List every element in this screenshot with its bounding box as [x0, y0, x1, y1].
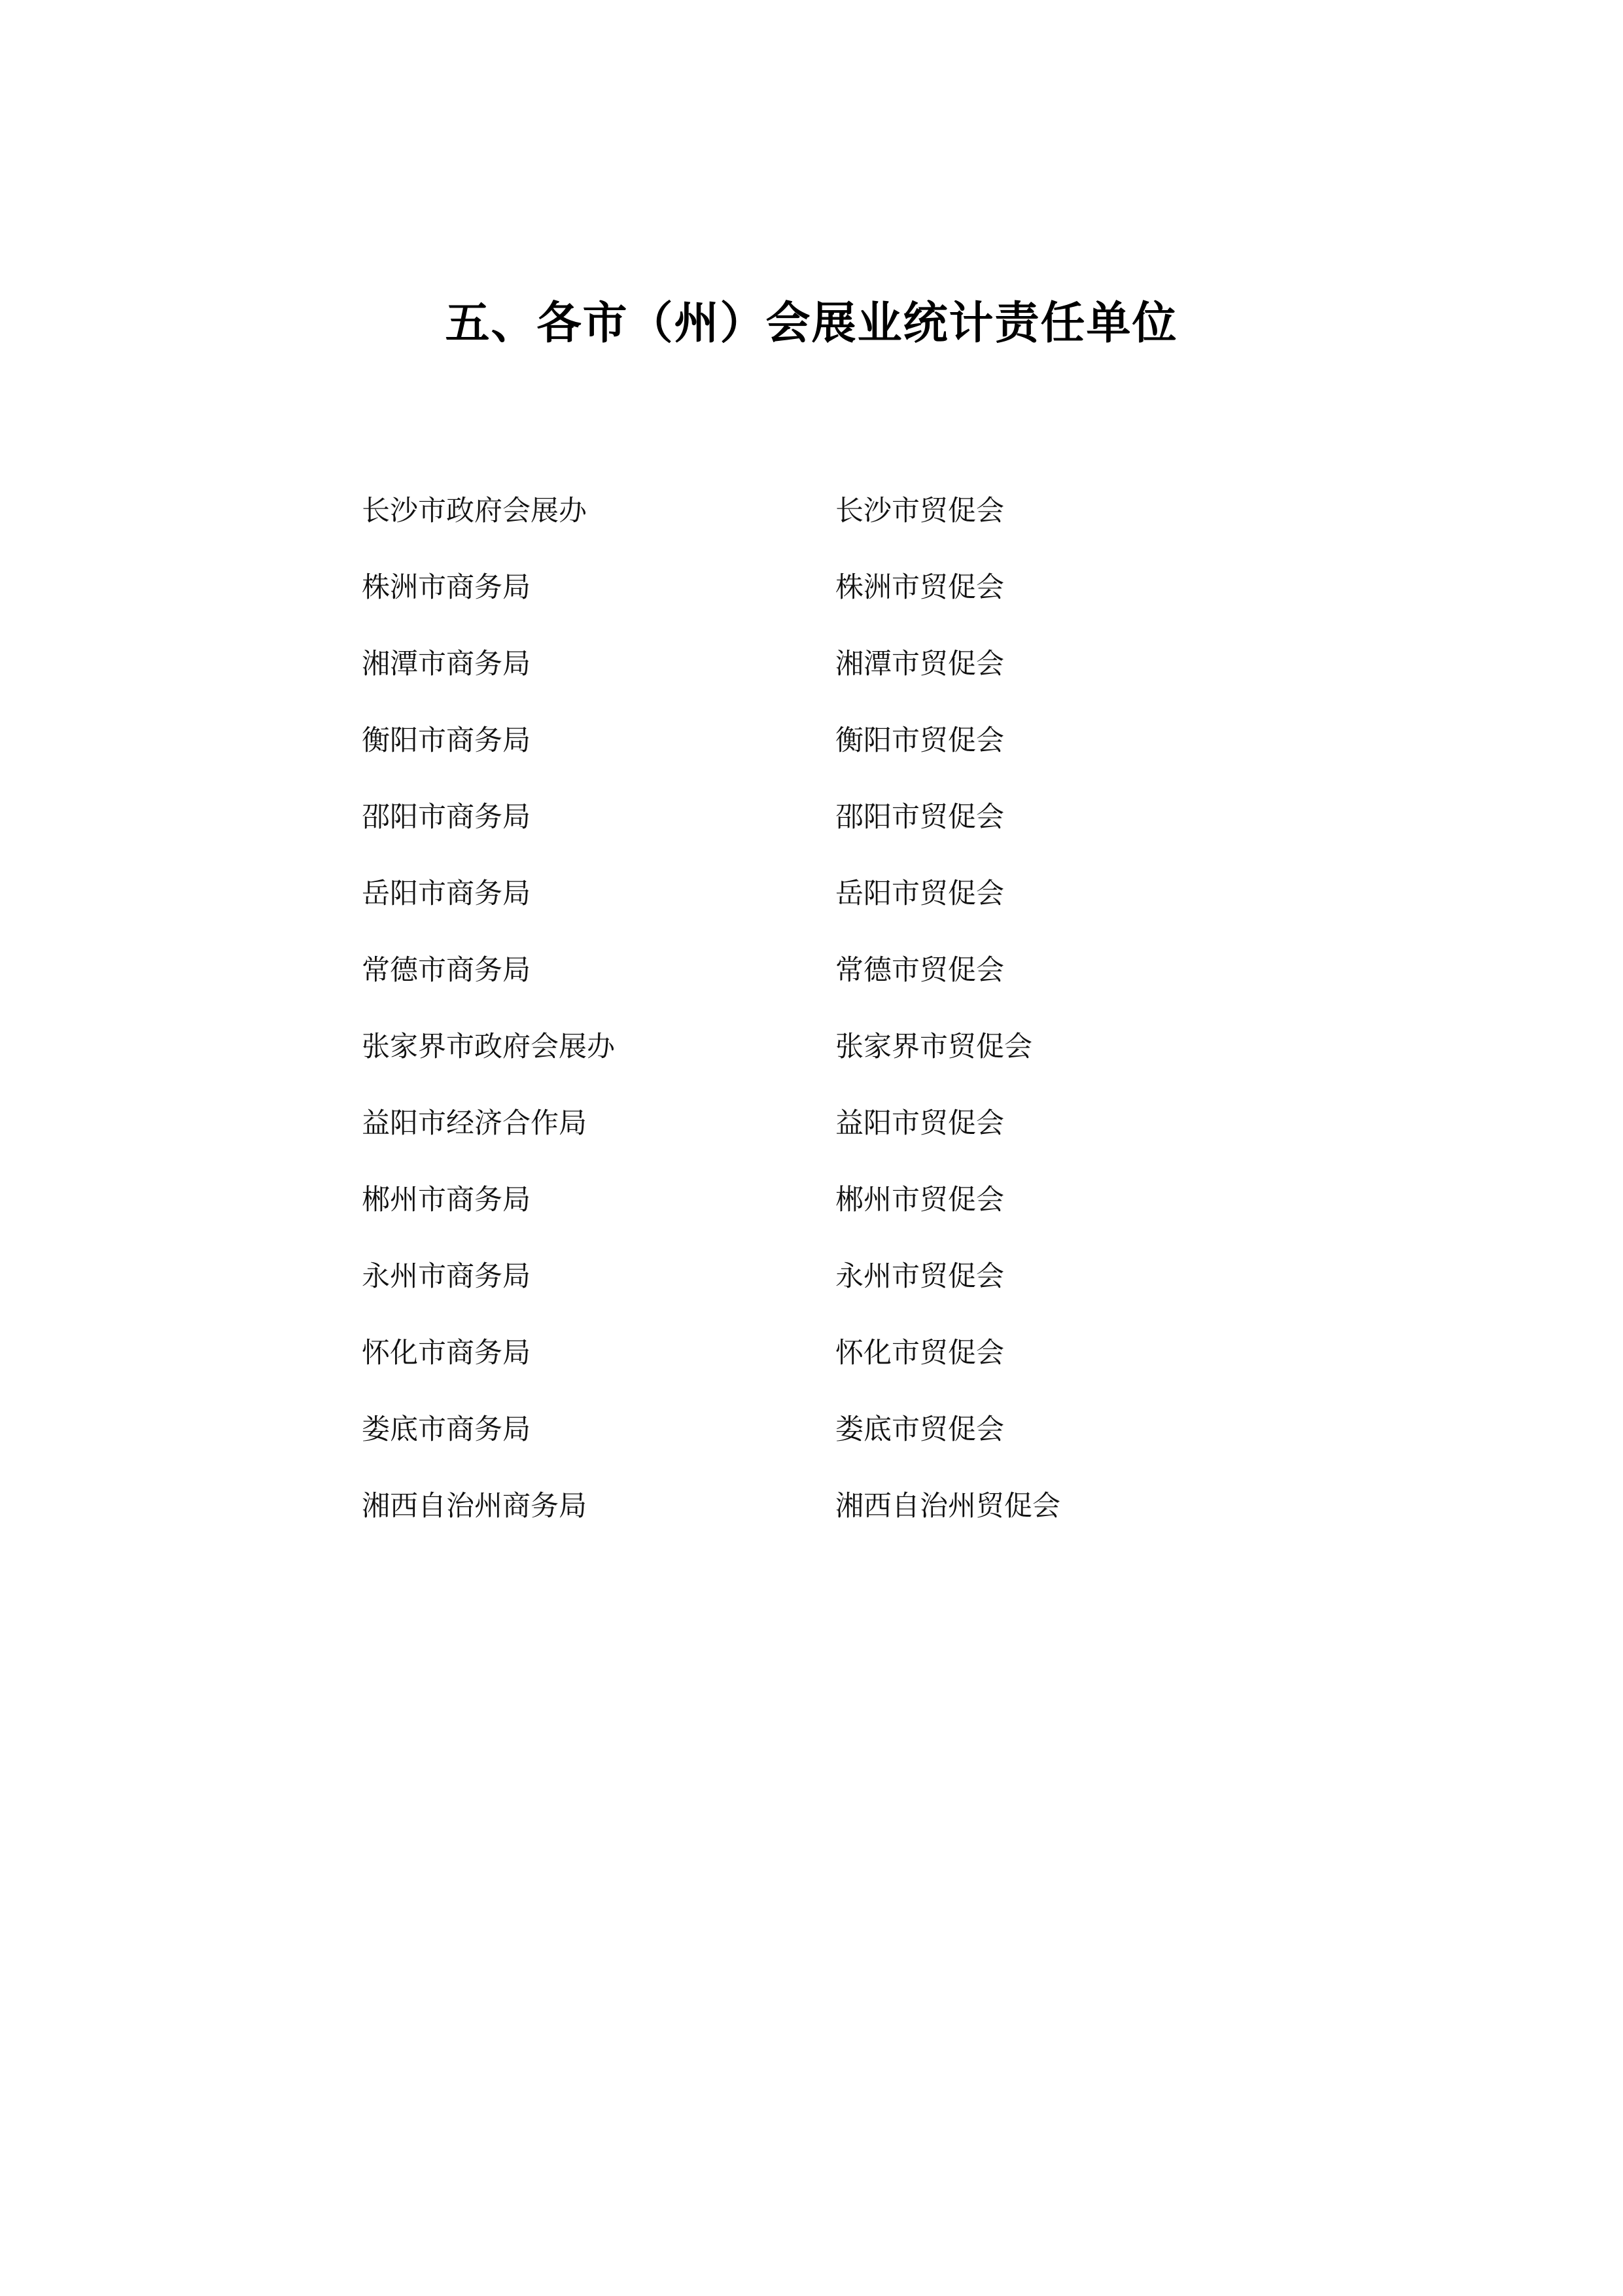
list-row: [362, 626, 1212, 702]
list-row: [362, 779, 1212, 855]
commerce-unit: 长沙市政府会展办: [362, 494, 587, 527]
trade-promotion-unit: 益阳市贸促会: [835, 1106, 1004, 1140]
commerce-unit: 张家界市政府会展办: [362, 1030, 615, 1063]
responsible-units-list: [362, 472, 1212, 1544]
trade-promotion-unit: 常德市贸促会: [835, 953, 1004, 987]
trade-promotion-unit: 张家界市贸促会: [835, 1030, 1032, 1063]
list-row: [362, 1468, 1212, 1544]
commerce-unit: 永州市商务局: [362, 1260, 531, 1293]
list-row: [362, 1008, 1212, 1085]
list-row: [362, 702, 1212, 779]
list-row: [362, 932, 1212, 1008]
trade-promotion-unit: 娄底市贸促会: [835, 1413, 1004, 1446]
trade-promotion-unit: 湘潭市贸促会: [835, 647, 1004, 680]
trade-promotion-unit: 怀化市贸促会: [835, 1336, 1004, 1369]
trade-promotion-unit: 郴州市贸促会: [835, 1183, 1004, 1216]
trade-promotion-unit: 衡阳市贸促会: [835, 724, 1004, 757]
commerce-unit: 邵阳市商务局: [362, 800, 531, 834]
trade-promotion-unit: 长沙市贸促会: [835, 494, 1004, 527]
commerce-unit: 株洲市商务局: [362, 571, 531, 604]
trade-promotion-unit: 株洲市贸促会: [835, 571, 1004, 604]
commerce-unit: 益阳市经济合作局: [362, 1106, 587, 1140]
commerce-unit: 岳阳市商务局: [362, 877, 531, 910]
trade-promotion-unit: 永州市贸促会: [835, 1260, 1004, 1293]
commerce-unit: 湘潭市商务局: [362, 647, 531, 680]
page-title: 五、各市（州）会展业统计责任单位: [445, 298, 1178, 349]
commerce-unit: 怀化市商务局: [362, 1336, 531, 1369]
commerce-unit: 衡阳市商务局: [362, 724, 531, 757]
trade-promotion-unit: 邵阳市贸促会: [835, 800, 1004, 834]
list-row: [362, 1315, 1212, 1391]
list-row: [362, 1238, 1212, 1315]
commerce-unit: 常德市商务局: [362, 953, 531, 987]
list-row: [362, 472, 1212, 549]
commerce-unit: 娄底市商务局: [362, 1413, 531, 1446]
list-row: [362, 1161, 1212, 1238]
commerce-unit: 湘西自治州商务局: [362, 1489, 587, 1523]
list-row: [362, 1391, 1212, 1468]
trade-promotion-unit: 岳阳市贸促会: [835, 877, 1004, 910]
trade-promotion-unit: 湘西自治州贸促会: [835, 1489, 1060, 1523]
list-row: [362, 855, 1212, 932]
list-row: [362, 549, 1212, 626]
commerce-unit: 郴州市商务局: [362, 1183, 531, 1216]
list-row: [362, 1085, 1212, 1161]
